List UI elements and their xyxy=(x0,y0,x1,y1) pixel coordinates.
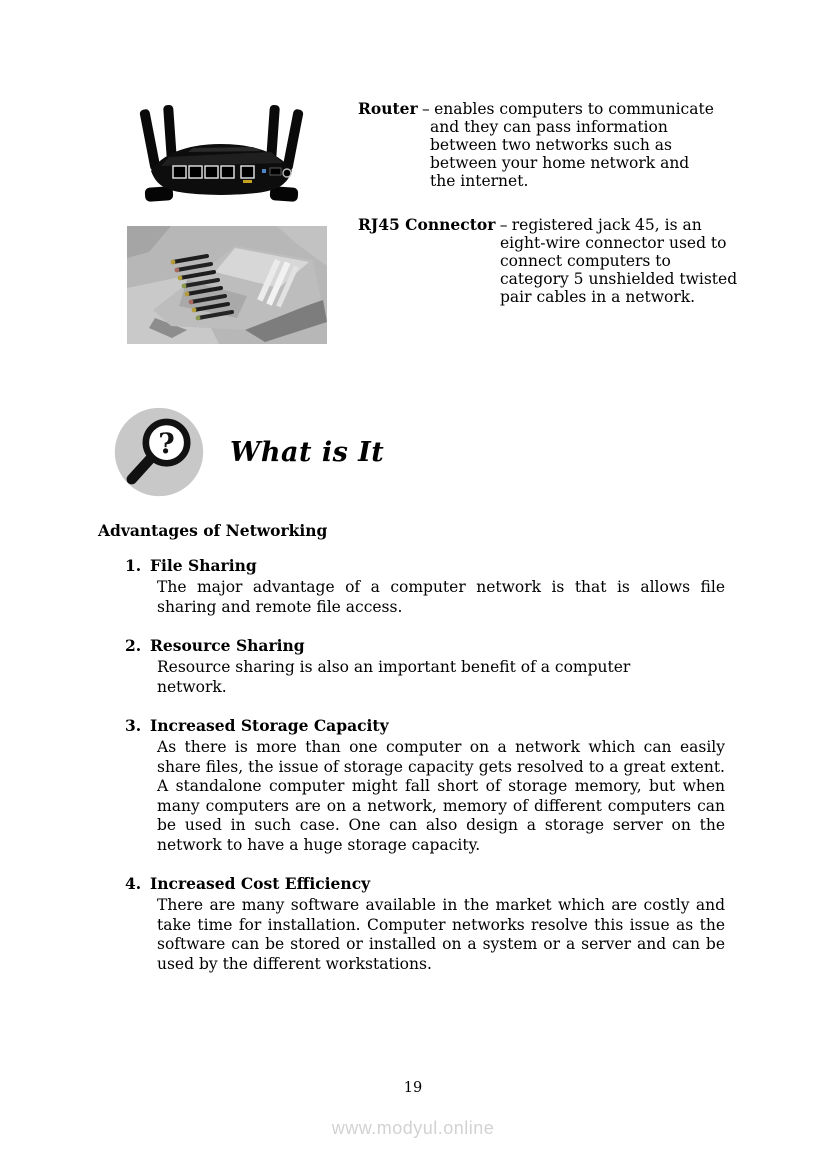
router-image xyxy=(133,103,310,217)
list-item-file-sharing xyxy=(125,556,727,617)
list-item-increased-cost-efficiency xyxy=(125,874,727,974)
definition-dash: – xyxy=(422,100,430,118)
router-definition-body: enables computers to communicate and they can pass information between two networks such as between your home network and the internet. xyxy=(430,100,714,190)
item-title: File Sharing xyxy=(150,556,257,575)
item-body: There are many software available in the market which are costly and take time for installation. Computer networks resolve this issue as the software can be stored or installed on a system or a server and can be used by the different workstations. xyxy=(157,896,725,973)
list-item-resource-sharing xyxy=(125,636,727,697)
item-title: Increased Cost Efficiency xyxy=(150,874,371,893)
rj45-definition-body: registered jack 45, is an eight-wire connector used to connect computers to category 5 unshielded twisted pair cables in a network. xyxy=(500,216,738,306)
list-item-increased-storage-capacity xyxy=(125,716,727,855)
definition-dash: – xyxy=(499,216,508,234)
advantages-list xyxy=(125,556,727,993)
router-definition xyxy=(358,100,714,190)
magnifier-question-icon xyxy=(112,405,206,499)
what-is-it-banner xyxy=(112,405,384,499)
section-title: What is It xyxy=(230,436,385,468)
item-number: 4. xyxy=(125,874,142,893)
item-body: The major advantage of a computer network is that is allows file sharing and remote file access. xyxy=(157,578,725,616)
item-number: 3. xyxy=(125,716,142,735)
svg-text:?: ? xyxy=(158,426,175,460)
item-heading xyxy=(125,716,727,736)
page-number: 19 xyxy=(403,1080,423,1096)
rj45-definition-text xyxy=(358,216,738,306)
rj45-connector-image xyxy=(127,226,327,348)
item-heading xyxy=(125,874,727,894)
rj45-photo-graphic xyxy=(127,226,327,344)
item-body: Resource sharing is also an important benefit of a computer network. xyxy=(157,658,631,696)
item-title: Increased Storage Capacity xyxy=(150,716,389,735)
item-heading xyxy=(125,556,727,576)
rj45-definition xyxy=(358,216,738,306)
watermark-text: www.modyul.online xyxy=(331,1118,495,1138)
item-heading xyxy=(125,636,727,656)
item-title: Resource Sharing xyxy=(150,636,305,655)
advantages-heading: Advantages of Networking xyxy=(98,521,328,540)
item-body: As there is more than one computer on a network which can easily share files, the issue of storage capacity gets resolved to a great extent. A standalone computer might fall short of storage memory, but when many computers are on a network, memory of different computers can be used in such case. One can also design a storage server on the network to have a huge storage capacity. xyxy=(157,738,725,854)
router-term: Router xyxy=(358,99,418,118)
rj45-term: RJ45 Connector xyxy=(358,215,496,234)
item-number: 2. xyxy=(125,636,142,655)
item-number: 1. xyxy=(125,556,142,575)
router-definition-text xyxy=(358,100,714,190)
router-photo-graphic xyxy=(133,103,310,213)
